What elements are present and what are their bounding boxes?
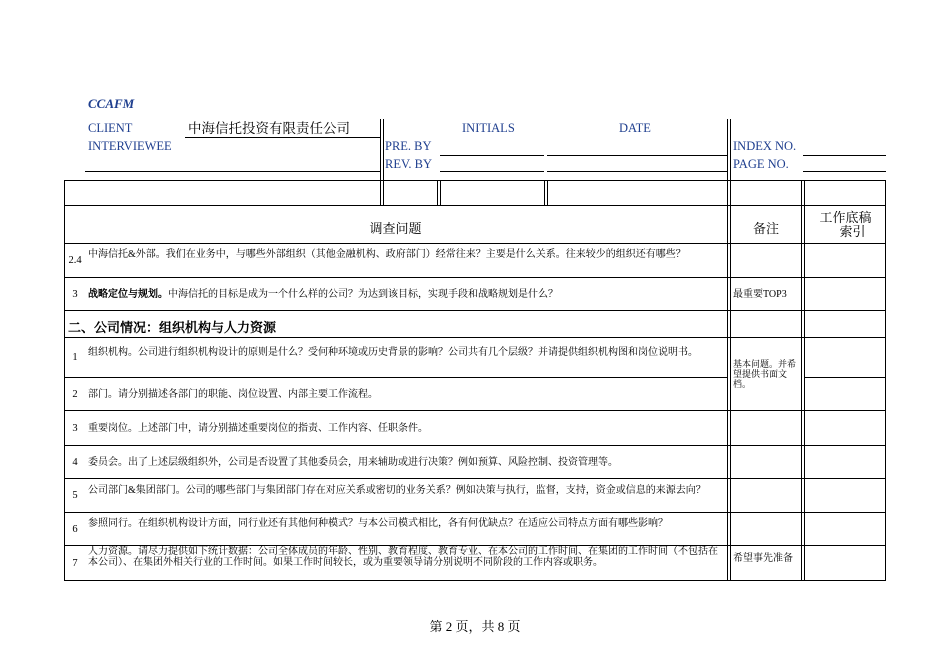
question-text: 组织机构。公司进行组织机构设计的原则是什么？受何种环境或历史背景的影响？公司共有几个层级？并请提供组织机构图和岗位说明书。 <box>88 347 698 358</box>
remark-text: 基本问题。并希望提供书面文档。 <box>733 359 797 389</box>
row-number: 2.4 <box>68 255 82 266</box>
row-number: 6 <box>72 524 78 535</box>
question-text: 重要岗位。上述部门中，请分别描述重要岗位的指责、工作内容、任职条件。 <box>88 423 428 434</box>
col-header-ref <box>805 211 886 239</box>
section-title: 二、公司情况：组织机构与人力资源 <box>68 320 277 335</box>
question-text: 人力资源。请尽力提供如下统计数据：公司全体成员的年龄、性别、教育程度、教育专业、在本公司的工作时间、在集团的工作时间（不包括在本公司）、在集团外相关行业的工作时间。如果工作时间较长，或为重要领导请分别说明不同阶段的工作内容或职务。 <box>88 546 718 568</box>
row-number: 3 <box>72 423 78 434</box>
question-text: 部门。请分别描述各部门的职能、岗位设置、内部主要工作流程。 <box>88 389 378 400</box>
pre-by-label: PRE. BY <box>385 139 432 153</box>
col-header-remark: 备注 <box>752 221 779 236</box>
col-header-ref-line2: 索引 <box>839 224 866 239</box>
question-text <box>88 289 724 301</box>
question-text: 委员会。出了上述层级组织外，公司是否设置了其他委员会，用来辅助或进行决策？例如预算、风险控制、投资管理等。 <box>88 457 618 468</box>
remark-text: 最重要TOP3 <box>733 289 787 300</box>
col-header-question: 调查问题 <box>369 221 422 236</box>
interviewee-label: INTERVIEWEE <box>88 139 172 153</box>
question-text: 中海信托&外部。我们在业务中，与哪些外部组织（其他金融机构、政府部门）经常往来？主要是什么关系。往来较少的组织还有哪些？ <box>88 249 686 260</box>
row-number: 4 <box>72 457 78 468</box>
remark-text: 希望事先准备 <box>733 553 793 564</box>
question-bold: 战略定位与规划。 <box>88 289 168 300</box>
date-label: DATE <box>619 121 651 135</box>
client-value: 中海信托投资有限责任公司 <box>188 121 350 136</box>
row-number: 3 <box>72 289 78 300</box>
page-footer: 第 2 页，共 8 页 <box>429 619 521 634</box>
client-label: CLIENT <box>88 121 133 135</box>
index-no-label: INDEX NO. <box>733 139 797 153</box>
initials-label: INITIALS <box>462 121 515 135</box>
question-text: 公司部门&集团部门。公司的哪些部门与集团部门存在对应关系或密切的业务关系？例如决策与执行，监督，支持，资金或信息的来源去向？ <box>88 485 706 496</box>
row-number: 7 <box>72 558 78 569</box>
question-body: 中海信托的目标是成为一个什么样的公司？为达到该目标，实现手段和战略规划是什么？ <box>168 289 558 300</box>
row-number: 1 <box>72 352 78 363</box>
row-number: 2 <box>72 389 78 400</box>
row-number: 5 <box>72 490 78 501</box>
brand-label: CCAFM <box>88 96 135 111</box>
question-text: 参照同行。在组织机构设计方面，同行业还有其他何种模式？与本公司模式相比，各有何优缺点？在适应公司特点方面有哪些影响？ <box>88 518 668 529</box>
rev-by-label: REV. BY <box>385 157 433 171</box>
page-no-label: PAGE NO. <box>733 157 789 171</box>
col-header-ref-line1: 工作底稿 <box>819 210 872 225</box>
